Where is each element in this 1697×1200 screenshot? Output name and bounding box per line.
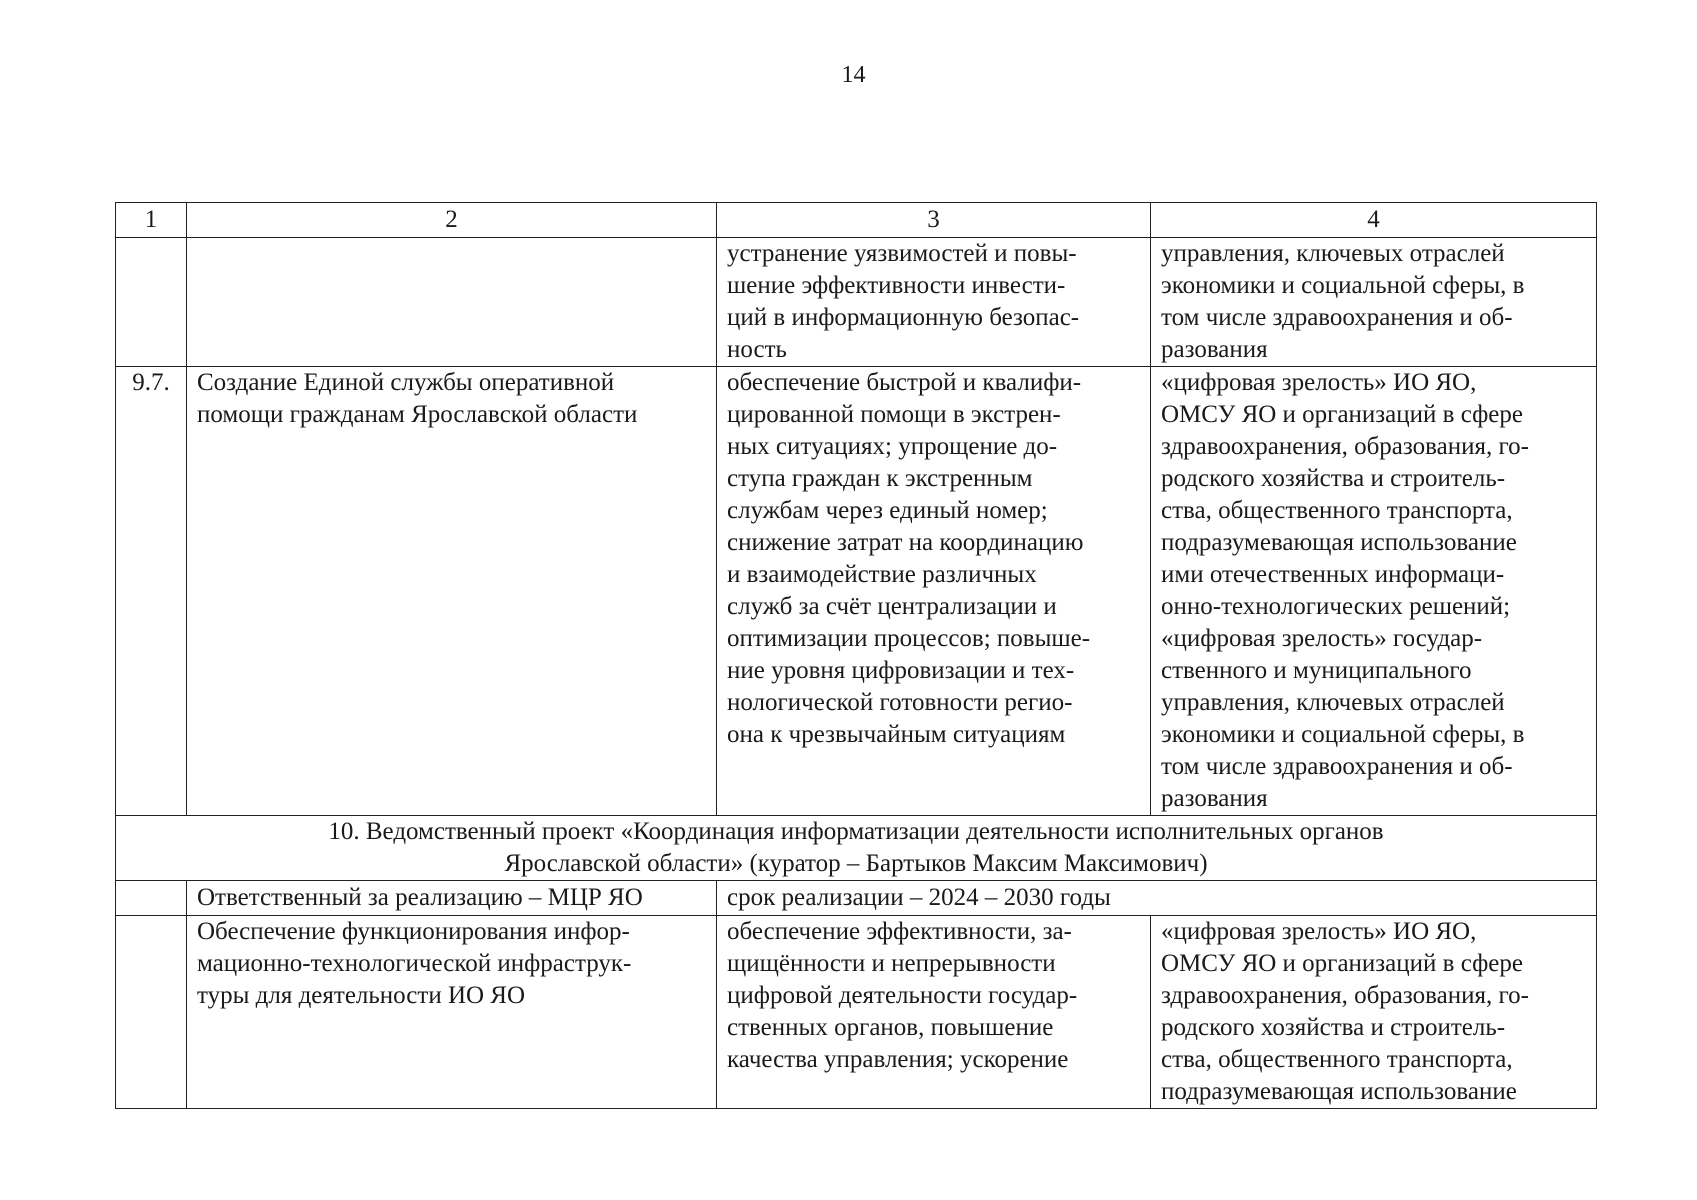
row-9-7-effects — [717, 367, 1151, 816]
text-line: ние уровня цифровизации и тех- — [727, 657, 1075, 684]
text-line: помощи гражданам Ярославской области — [197, 401, 638, 428]
text-line: 10. Ведомственный проект «Координация информатизации деятельности исполнительных органов — [328, 818, 1384, 845]
text-line: «цифровая зрелость» ИО ЯО, — [1161, 918, 1477, 945]
text-line: разования — [1161, 785, 1268, 812]
text-line: шение эффективности инвести- — [727, 272, 1066, 299]
text-line: подразумевающая использование — [1161, 1078, 1517, 1105]
text-line: родского хозяйства и строитель- — [1161, 465, 1506, 492]
text-line: нологической готовности регио- — [727, 689, 1073, 716]
text-line: подразумевающая использование — [1161, 529, 1517, 556]
text-line: Обеспечение функционирования инфор- — [197, 918, 630, 945]
text-line: ства, общественного транспорта, — [1161, 497, 1513, 524]
header-col-4: 4 — [1151, 203, 1597, 238]
header-col-3: 3 — [717, 203, 1151, 238]
responsible-row — [116, 881, 1597, 916]
text-line: экономики и социальной сферы, в — [1161, 272, 1525, 299]
section-10-heading — [116, 816, 1597, 881]
text-line: управления, ключевых отраслей — [1161, 689, 1505, 716]
row-10-1-title — [187, 916, 717, 1109]
cell-empty — [116, 881, 187, 916]
text-line: здравоохранения, образования, го- — [1161, 982, 1529, 1009]
header-col-2: 2 — [187, 203, 717, 238]
text-line: и взаимодействие различных — [727, 561, 1037, 588]
cell-empty — [116, 238, 187, 367]
text-line: ОМСУ ЯО и организаций в сфере — [1161, 401, 1523, 428]
page-number: 14 — [841, 62, 866, 88]
text-line: мационно-технологической инфраструк- — [197, 950, 632, 977]
text-line: туры для деятельности ИО ЯО — [197, 982, 526, 1009]
header-col-1: 1 — [116, 203, 187, 238]
cell-empty — [187, 238, 717, 367]
text-line: цифровой деятельности государ- — [727, 982, 1078, 1009]
text-line: качества управления; ускорение — [727, 1046, 1069, 1073]
text-line: службам через единый номер; — [727, 497, 1048, 524]
row-9-7-indicators — [1151, 367, 1597, 816]
text-line: здравоохранения, образования, го- — [1161, 433, 1529, 460]
text-line: она к чрезвычайным ситуациям — [727, 721, 1066, 748]
text-line: ства, общественного транспорта, — [1161, 1046, 1513, 1073]
text-line: служб за счёт централизации и — [727, 593, 1057, 620]
text-line: родского хозяйства и строитель- — [1161, 1014, 1506, 1041]
text-line: обеспечение эффективности, за- — [727, 918, 1072, 945]
text-line: «цифровая зрелость» ИО ЯО, — [1161, 369, 1477, 396]
cell-empty — [116, 916, 187, 1109]
document-table — [115, 202, 1597, 1109]
text-line: цированной помощи в экстрен- — [727, 401, 1061, 428]
text-line: снижение затрат на координацию — [727, 529, 1084, 556]
text-line: ных ситуациях; упрощение до- — [727, 433, 1058, 460]
table-header-row — [116, 203, 1597, 238]
text-line: ций в информационную безопас- — [727, 304, 1080, 331]
text-line: ственного и муниципального — [1161, 657, 1472, 684]
table-row-9-7 — [116, 367, 1597, 816]
text-line: управления, ключевых отраслей — [1161, 240, 1505, 267]
text-line: том числе здравоохранения и об- — [1161, 304, 1513, 331]
text-line: Ярославской области» (куратор – Бартыков Максим Максимович) — [504, 850, 1208, 877]
continued-row-col4 — [1151, 238, 1597, 367]
responsible-text: Ответственный за реализацию – МЦР ЯО — [187, 881, 717, 916]
continued-row-col3 — [717, 238, 1151, 367]
section-10-heading-row — [116, 816, 1597, 881]
text-line: том числе здравоохранения и об- — [1161, 753, 1513, 780]
text-line: ступа граждан к экстренным — [727, 465, 1033, 492]
text-line: «цифровая зрелость» государ- — [1161, 625, 1483, 652]
text-line: ственных органов, повышение — [727, 1014, 1054, 1041]
table-row-10-1 — [116, 916, 1597, 1109]
text-line: Создание Единой службы оперативной — [197, 369, 615, 396]
text-line: щищённости и непрерывности — [727, 950, 1056, 977]
table-row-continued — [116, 238, 1597, 367]
text-line: разования — [1161, 336, 1268, 363]
text-line: ОМСУ ЯО и организаций в сфере — [1161, 950, 1523, 977]
text-line: оптимизации процессов; повыше- — [727, 625, 1091, 652]
text-line: обеспечение быстрой и квалифи- — [727, 369, 1082, 396]
row-9-7-title — [187, 367, 717, 816]
text-line: ность — [727, 336, 787, 363]
row-number: 9.7. — [116, 367, 187, 816]
text-line: ими отечественных информаци- — [1161, 561, 1505, 588]
text-line: экономики и социальной сферы, в — [1161, 721, 1525, 748]
row-10-1-indicators — [1151, 916, 1597, 1109]
text-line: устранение уязвимостей и повы- — [727, 240, 1077, 267]
text-line: онно-технологических решений; — [1161, 593, 1511, 620]
period-text: срок реализации – 2024 – 2030 годы — [717, 881, 1597, 916]
row-10-1-effects — [717, 916, 1151, 1109]
